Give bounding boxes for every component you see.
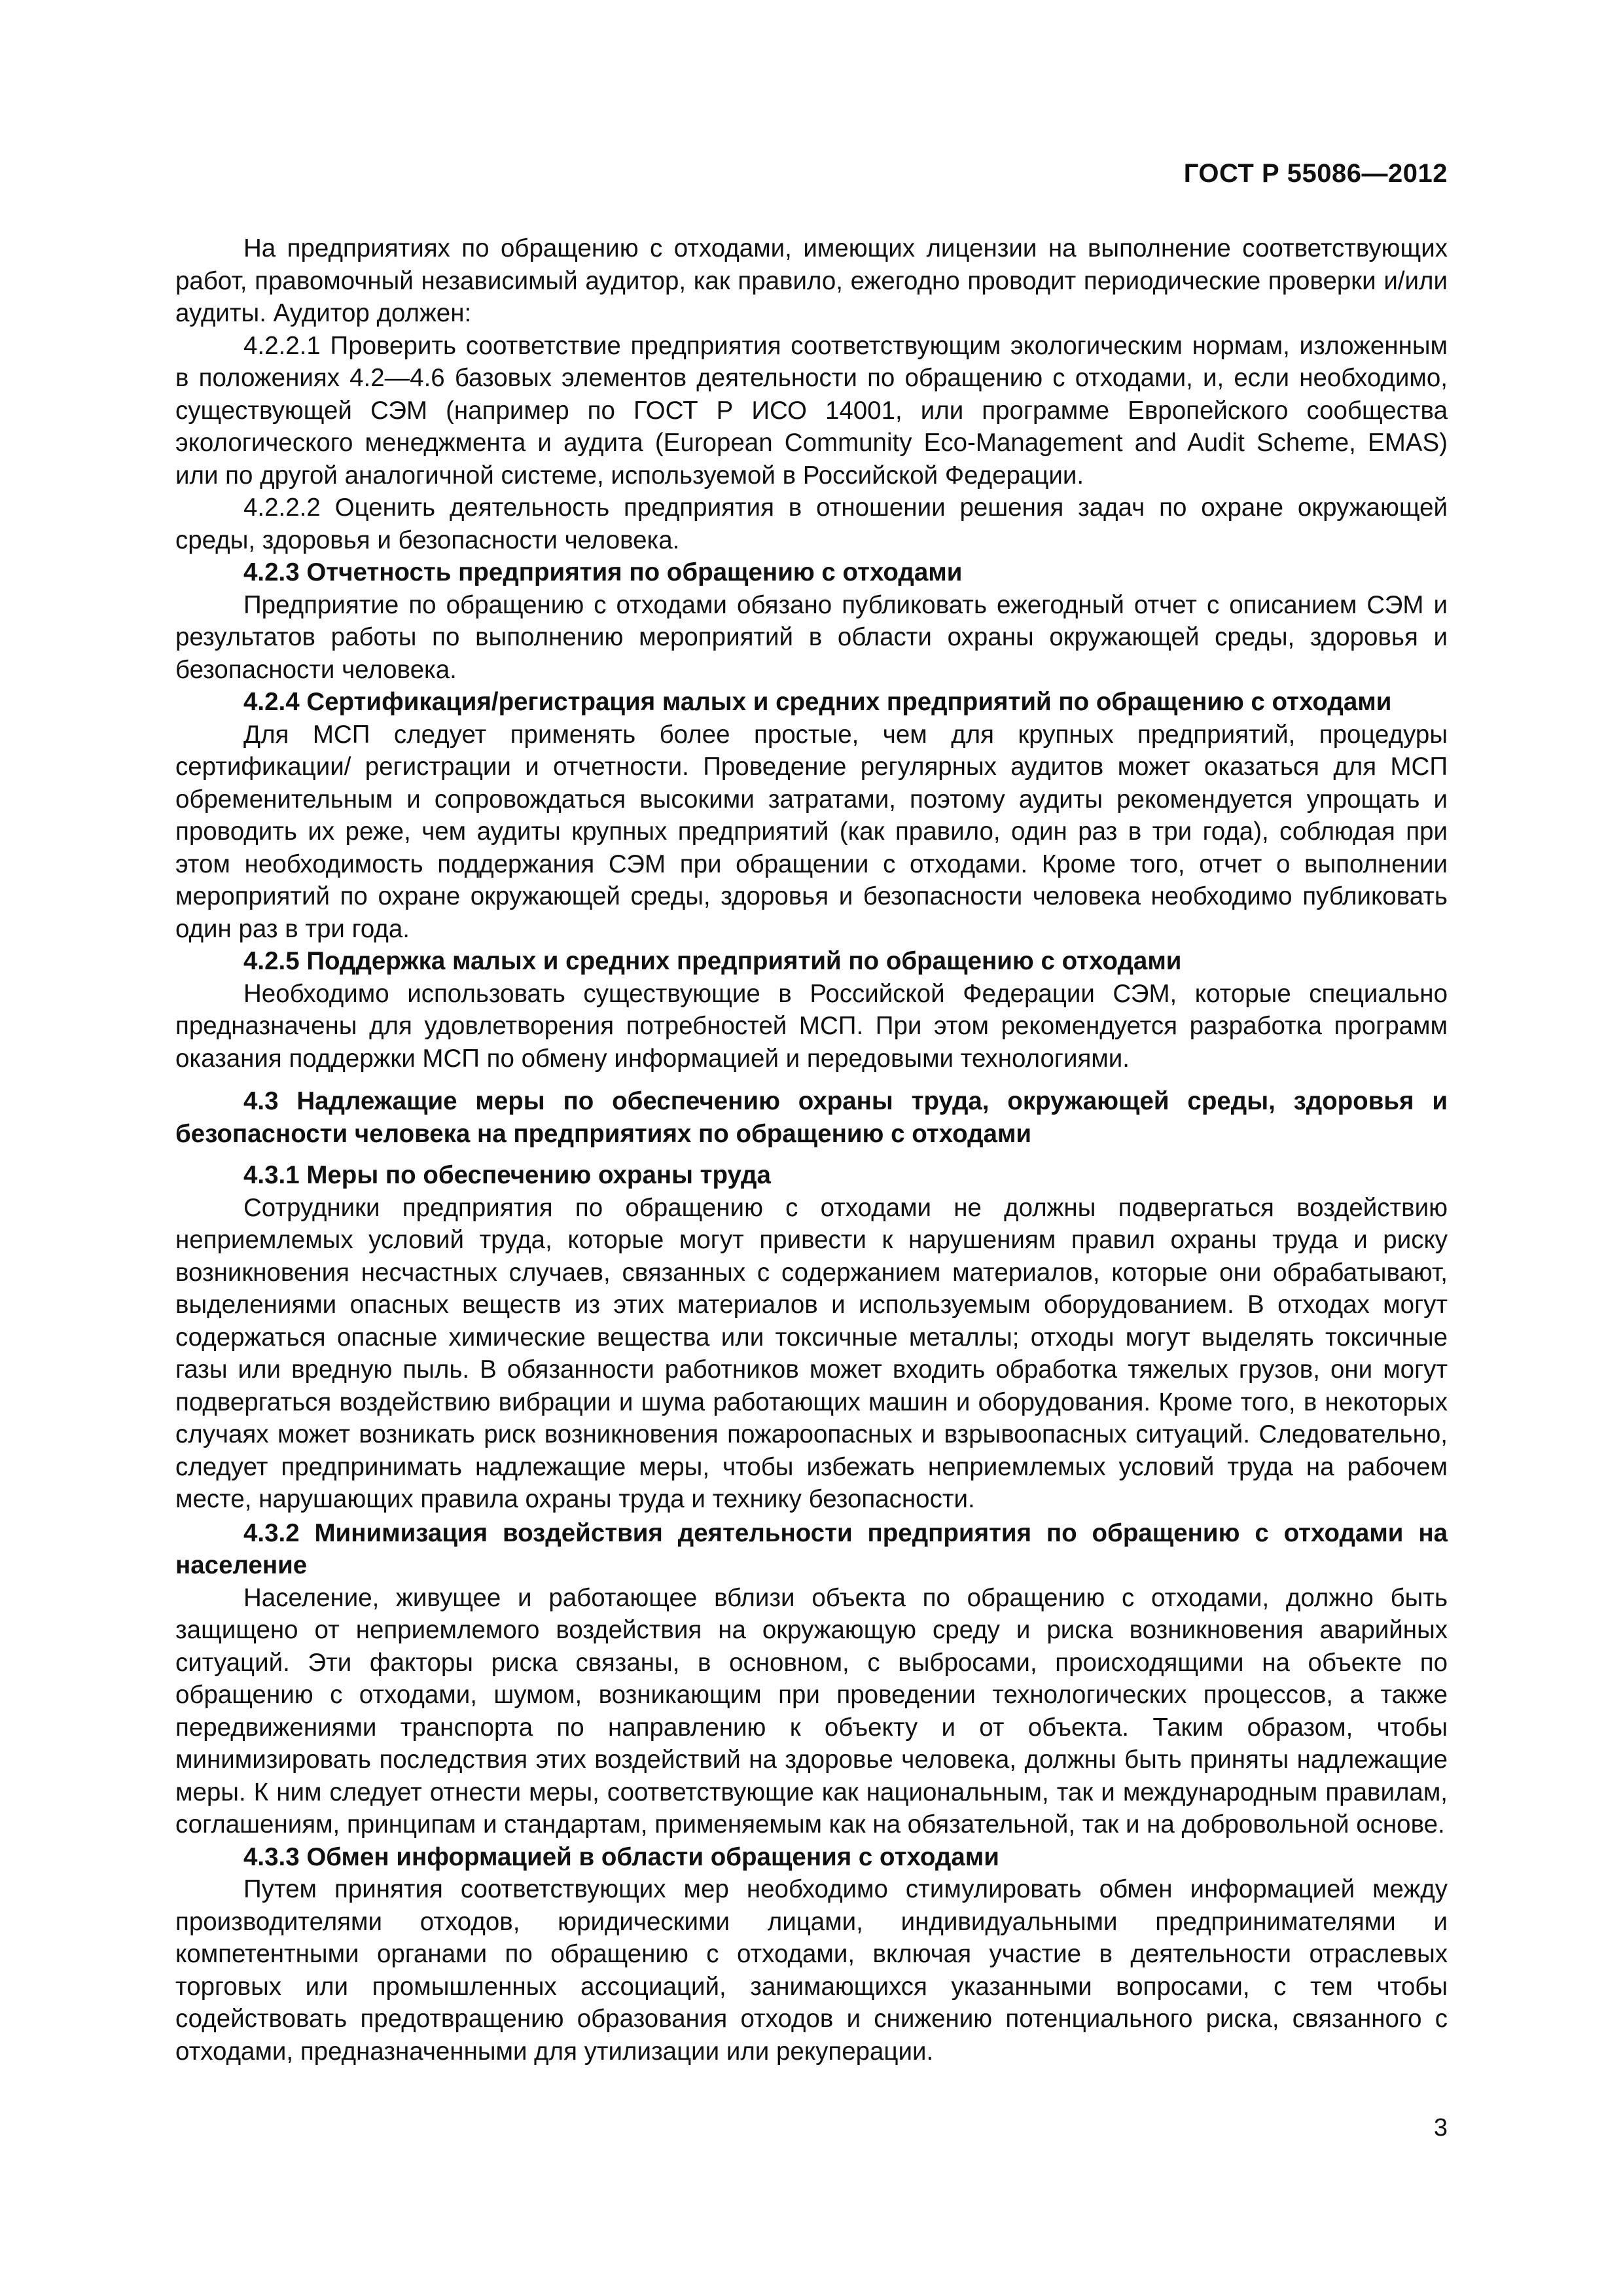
paragraph-4-3-2: Население, живущее и работающее вблизи объекта по обращению с отходами, должно быть защищено от неприемлемого воздействия на окружающую среду и риска возникновения аварийных ситуаций. Эти факторы риска связаны, в основном, с выбросами, происходящими на объекте по обращению с отходами, шумом, возникающим при проведении технологических процессов, а также передвижениями транспорта по направлению к объекту и от объекта. Таким образом, чтобы минимизировать последствия этих воздействий на здоровье человека, должны быть приняты надлежащие меры. К ним следует отнести меры, соответствующие как национальным, так и международным правилам, соглашениям, принципам и стандартам, применяемым как на обязательной, так и на добровольной основе. xyxy=(175,1583,1448,1839)
page-number: 3 xyxy=(1433,2114,1448,2142)
heading-4-3-2: 4.3.2 Минимизация воздействия деятельности предприятия по обращению с отходами на население xyxy=(175,1518,1448,1579)
paragraph-intro: На предприятиях по обращению с отходами, имеющих лицензии на выполнение соответствующих работ, правомочный независимый аудитор, как правило, ежегодно проводит периодические проверки и/или аудиты. Аудитор должен: xyxy=(175,234,1448,327)
heading-4-3-3: 4.3.3 Обмен информацией в области обращения с отходами xyxy=(243,1842,999,1871)
heading-4-3-1: 4.3.1 Меры по обеспечению охраны труда xyxy=(243,1161,771,1189)
paragraph-4-2-3: Предприятие по обращению с отходами обязано публиковать ежегодный отчет с описанием СЭМ и результатов работы по выполнению мероприятий в области охраны окружающей среды, здоровья и безопасности человека. xyxy=(175,590,1448,684)
page-body xyxy=(175,232,1448,2068)
heading-4-3: 4.3 Надлежащие меры по обеспечению охраны труда, окружающей среды, здоровья и безопасности человека на предприятиях по обращению с отходами xyxy=(175,1087,1448,1148)
paragraph-4-2-4: Для МСП следует применять более простые, чем для крупных предприятий, процедуры сертификации/ регистрации и отчетности. Проведение регулярных аудитов может оказаться для МСП обременительным и сопровождаться высокими затратами, поэтому аудиты рекомендуется упрощать и проводить их реже, чем аудиты крупных предприятий (как правило, один раз в три года), соблюдая при этом необходимость поддержания СЭМ при обращении с отходами. Кроме того, отчет о выполнении мероприятий по охране окружающей среды, здоровья и безопасности человека необходимо публиковать один раз в три года. xyxy=(175,720,1448,943)
paragraph-4-2-2-2: 4.2.2.2 Оценить деятельность предприятия в отношении решения задач по охране окружающей среды, здоровья и безопасности человека. xyxy=(175,493,1448,554)
document-id-header: ГОСТ Р 55086—2012 xyxy=(1183,159,1448,188)
paragraph-4-2-5: Необходимо использовать существующие в Российской Федерации СЭМ, которые специально предназначены для удовлетворения потребностей МСП. При этом рекомендуется разработка программ оказания поддержки МСП по обмену информацией и передовыми технологиями. xyxy=(175,979,1448,1073)
paragraph-4-3-3: Путем принятия соответствующих мер необходимо стимулировать обмен информацией между производителями отходов, юридическими лицами, индивидуальными предпринимателями и компетентными органами по обращению с отходами, включая участие в деятельности отраслевых торговых или промышленных ассоциаций, занимающихся указанными вопросами, с тем чтобы содействовать предотвращению образования отходов и снижению потенциального риска, связанного с отходами, предназначенными для утилизации или рекуперации. xyxy=(175,1875,1448,2066)
heading-4-2-4: 4.2.4 Сертификация/регистрация малых и средних предприятий по обращению с отходами xyxy=(243,688,1392,716)
heading-4-2-5: 4.2.5 Поддержка малых и средних предприятий по обращению с отходами xyxy=(243,947,1182,975)
paragraph-4-3-1: Сотрудники предприятия по обращению с отходами не должны подвергаться воздействию неприемлемых условий труда, которые могут привести к нарушениям правил охраны труда и риску возникновения несчастных случаев, связанных с содержанием материалов, которые они обрабатывают, выделениями опасных веществ из этих материалов и используемым оборудованием. В отходах могут содержаться опасные химические вещества или токсичные металлы; отходы могут выделять токсичные газы или вредную пыль. В обязанности работников может входить обработка тяжелых грузов, они могут подвергаться воздействию вибрации и шума работающих машин и оборудования. Кроме того, в некоторых случаях может возникать риск возникновения пожароопасных и взрывоопасных ситуаций. Следовательно, следует предпринимать надлежащие меры, чтобы избежать неприемлемых условий труда на рабочем месте, нарушающих правила охраны труда и технику безопасности. xyxy=(175,1193,1448,1513)
heading-4-2-3: 4.2.3 Отчетность предприятия по обращению с отходами xyxy=(243,558,963,586)
paragraph-4-2-2-1: 4.2.2.1 Проверить соответствие предприятия соответствующим экологическим нормам, изложенным в положениях 4.2—4.6 базовых элементов деятельности по обращению с отходами, и, если необходимо, существующей СЭМ (например по ГОСТ Р ИСО 14001, или программе Европейского сообщества экологического менеджмента и аудита (European Community Eco-Management and Audit Scheme, EMAS) или по другой аналогичной системе, используемой в Российской Федерации. xyxy=(175,331,1448,490)
